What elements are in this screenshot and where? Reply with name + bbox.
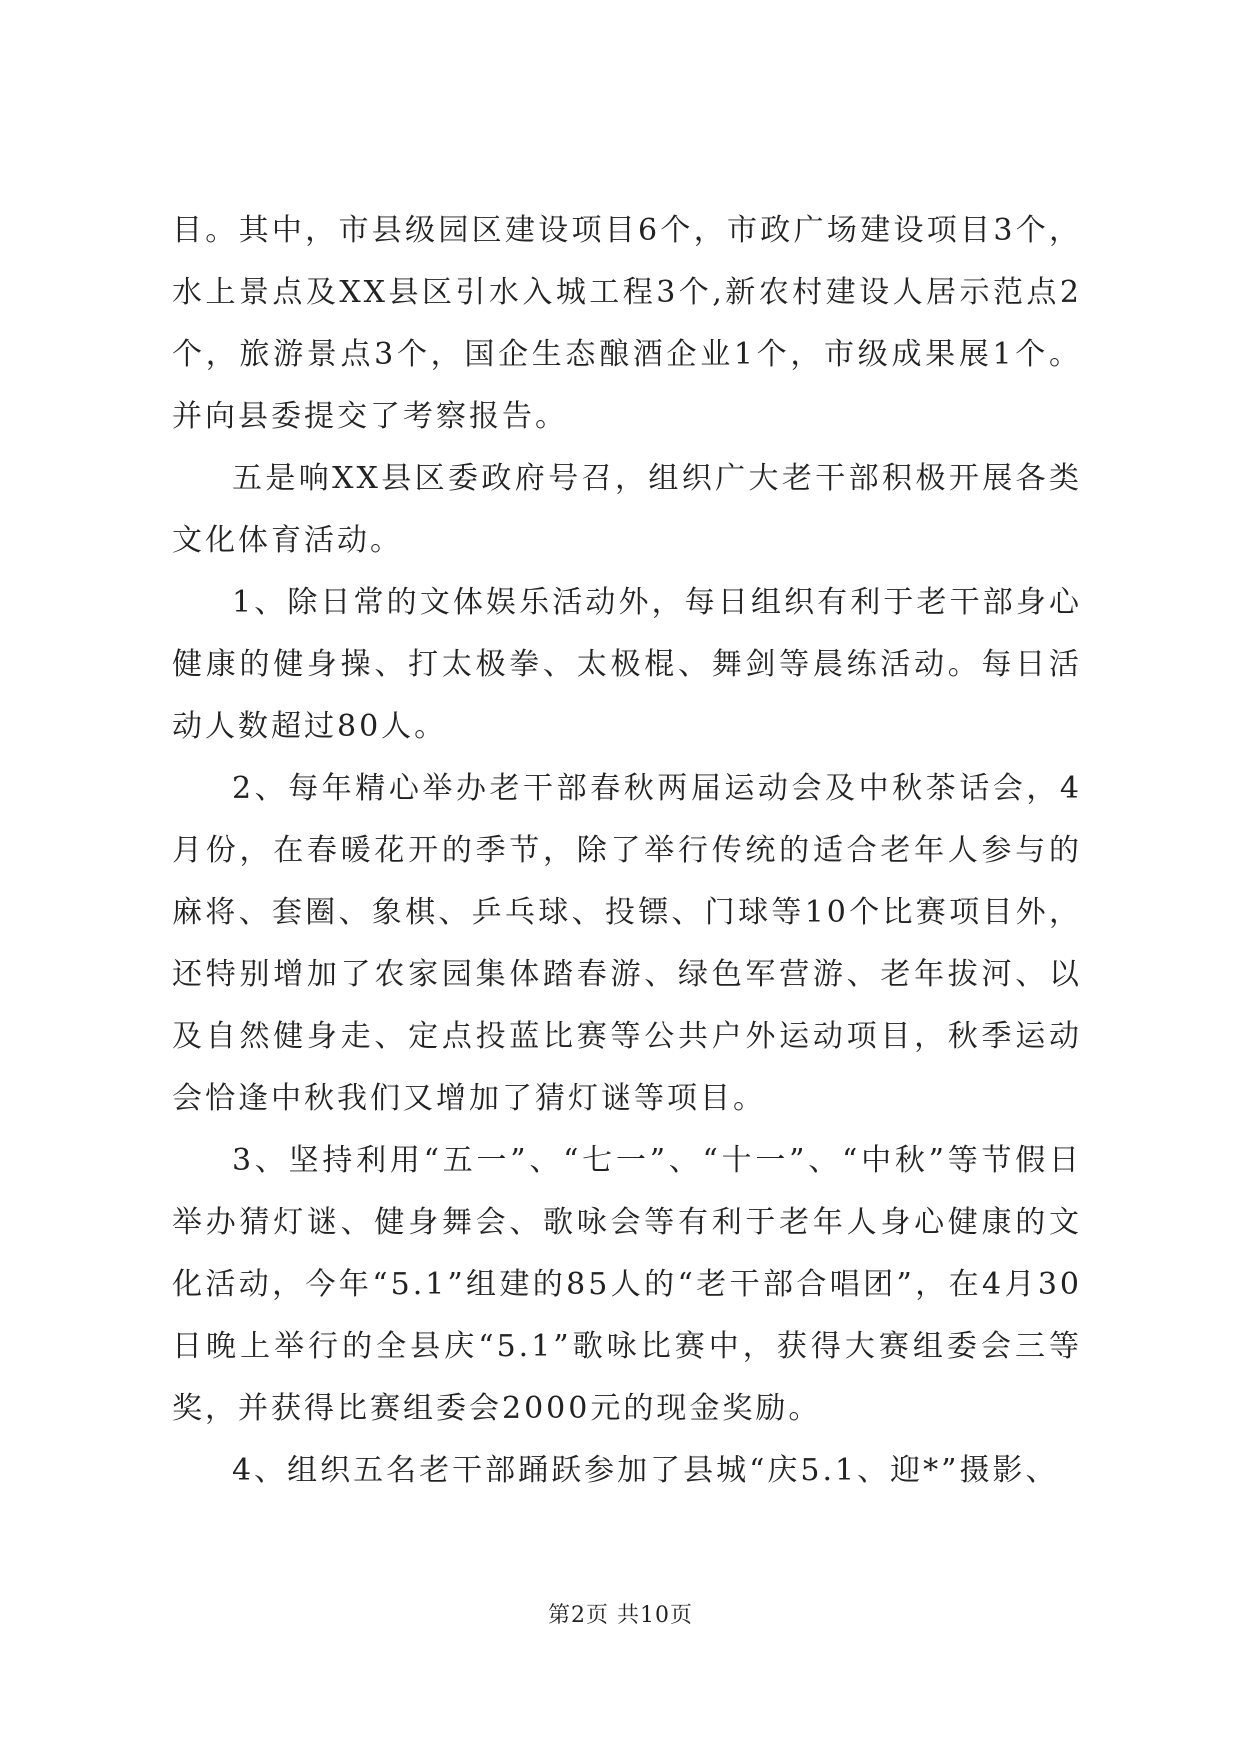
paragraph-point-five: 五是响XX县区委政府号召，组织广大老干部积极开展各类文化体育活动。 <box>172 461 1082 558</box>
page-number-footer: 第2页 共10页 <box>548 1603 693 1628</box>
paragraph-item-1: 1、除日常的文体娱乐活动外，每日组织有利于老干部身心健康的健身操、打太极拳、太极棍、舞剑等晨练活动。每日活动人数超过80人。 <box>172 585 1082 744</box>
paragraph-item-3: 3、坚持利用“五一”、“七一”、“十一”、“中秋”等节假日举办猜灯谜、健身舞会、歌咏会等有利于老年人身心健康的文化活动，今年“5.1”组建的85人的“老干部合唱团”，在4月30日晚上举行的全县庆“5.1”歌咏比赛中，获得大赛组委会三等奖，并获得比赛组委会2000元的现金奖励。 <box>172 1143 1082 1426</box>
paragraph-continuation: 目。其中，市县级园区建设项目6个，市政广场建设项目3个，水上景点及XX县区引水入城工程3个,新农村建设人居示范点2个，旅游景点3个，国企生态酿酒企业1个，市级成果展1个。并向县委提交了考察报告。 <box>172 213 1082 434</box>
paragraph-item-4: 4、组织五名老干部踊跃参加了县城“庆5.1、迎*”摄影、 <box>232 1453 1059 1488</box>
document-body <box>172 200 1082 1502</box>
paragraph-item-2: 2、每年精心举办老干部春秋两届运动会及中秋茶话会，4月份，在春暖花开的季节，除了举行传统的适合老年人参与的麻将、套圈、象棋、乒乓球、投镖、门球等10个比赛项目外，还特别增加了农家园集体踏春游、绿色军营游、老年拔河、以及自然健身走、定点投蓝比赛等公共户外运动项目，秋季运动会恰逢中秋我们又增加了猜灯谜等项目。 <box>172 771 1082 1116</box>
